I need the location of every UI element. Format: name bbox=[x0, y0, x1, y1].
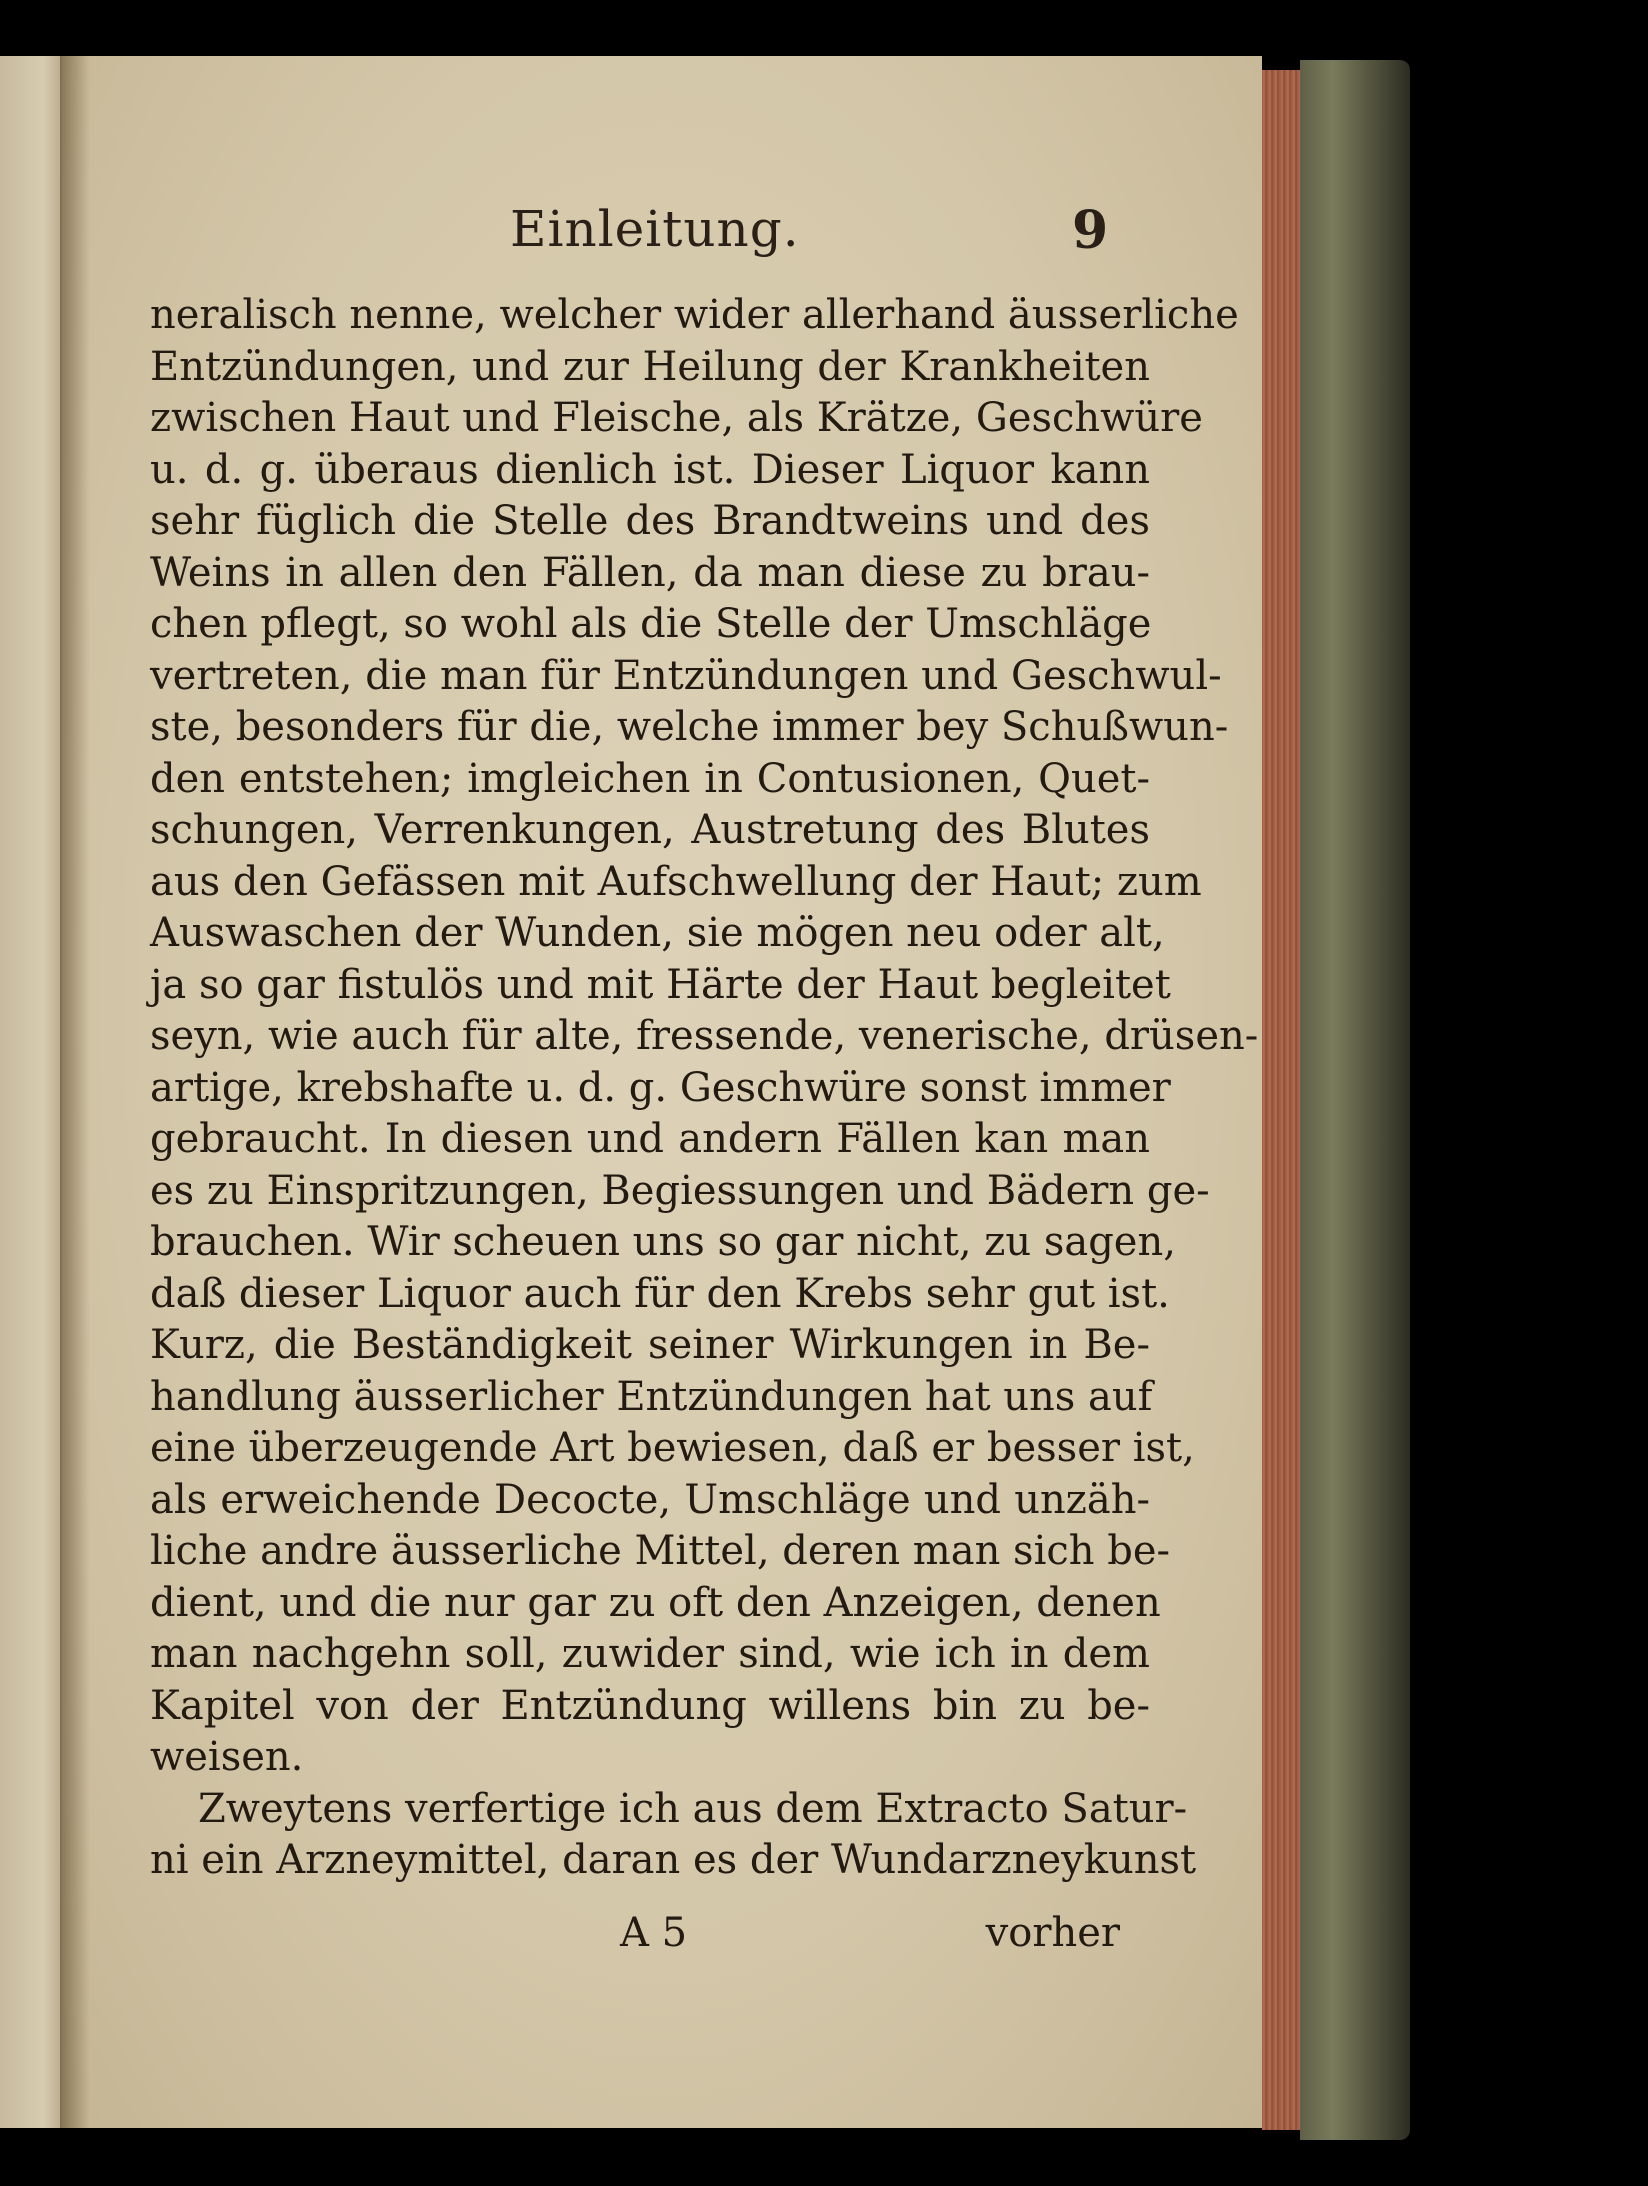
text-line: man nachgehn soll, zuwider sind, wie ich in dem bbox=[150, 1631, 1150, 1677]
page-footer bbox=[150, 1907, 1150, 1959]
text-line: neralisch nenne, welcher wider allerhand äusserliche bbox=[150, 292, 1239, 338]
text-line: den entstehen; imgleichen in Contusionen, Quet- bbox=[150, 755, 1150, 802]
left-page-edge bbox=[0, 56, 62, 2128]
text-line: seyn, wie auch für alte, fressende, venerische, drüsen- bbox=[150, 1013, 1259, 1059]
running-head: Einleitung. bbox=[510, 200, 800, 258]
text-line: es zu Einspritzungen, Begiessungen und Bädern ge- bbox=[150, 1167, 1210, 1214]
text-line: brauchen. Wir scheuen uns so gar nicht, zu sagen, bbox=[150, 1219, 1176, 1265]
text-line: artige, krebshafte u. d. g. Geschwüre sonst immer bbox=[150, 1064, 1171, 1111]
text-line: chen pflegt, so wohl als die Stelle der Umschläge bbox=[150, 601, 1152, 647]
text-line: Kurz, die Beständigkeit seiner Wirkungen in Be- bbox=[150, 1322, 1150, 1368]
text-line: u. d. g. überaus dienlich ist. Dieser Liquor kann bbox=[150, 446, 1150, 493]
text-line: handlung äusserlicher Entzündungen hat uns auf bbox=[150, 1373, 1153, 1420]
book-cover bbox=[1300, 60, 1410, 2140]
text-line: sehr füglich die Stelle des Brandtweins und des bbox=[150, 498, 1150, 544]
text-line: liche andre äusserliche Mittel, deren man sich be- bbox=[150, 1528, 1171, 1574]
gutter-shadow bbox=[60, 56, 90, 2128]
text-line: ja so gar fistulös und mit Härte der Haut begleitet bbox=[150, 961, 1171, 1008]
text-line: ste, besonders für die, welche immer bey Schußwun- bbox=[150, 704, 1229, 750]
text-line: daß dieser Liquor auch für den Krebs sehr gut ist. bbox=[150, 1270, 1170, 1317]
text-line: vertreten, die man für Entzündungen und Geschwul- bbox=[150, 652, 1222, 699]
text-line: weisen. bbox=[150, 1734, 304, 1780]
text-line: Zweytens verfertige ich aus dem Extracto Satur- bbox=[198, 1785, 1188, 1832]
page-number: 9 bbox=[1072, 200, 1109, 261]
text-line: gebraucht. In diesen und andern Fällen kan man bbox=[150, 1116, 1150, 1162]
text-line: Entzündungen, und zur Heilung der Krankheiten bbox=[150, 343, 1150, 390]
text-line: dient, und die nur gar zu oft den Anzeigen, denen bbox=[150, 1579, 1161, 1626]
text-line: ni ein Arzneymittel, daran es der Wundarzneykunst bbox=[150, 1837, 1197, 1883]
text-line: zwischen Haut und Fleische, als Krätze, Geschwüre bbox=[150, 395, 1203, 441]
catchword: vorher bbox=[985, 1910, 1120, 1956]
signature-mark: A 5 bbox=[620, 1910, 688, 1956]
page-header bbox=[62, 200, 1162, 280]
text-line: schungen, Verrenkungen, Austretung des Blutes bbox=[150, 807, 1150, 853]
text-line: als erweichende Decocte, Umschläge und unzäh- bbox=[150, 1476, 1150, 1523]
body-text bbox=[150, 290, 1259, 1887]
text-line: eine überzeugende Art bewiesen, daß er besser ist, bbox=[150, 1425, 1195, 1471]
text-line: Weins in allen den Fällen, da man diese zu brau- bbox=[150, 549, 1150, 596]
text-line: Auswaschen der Wunden, sie mögen neu oder alt, bbox=[150, 910, 1165, 956]
text-line: aus den Gefässen mit Aufschwellung der Haut; zum bbox=[150, 858, 1202, 905]
text-line: Kapitel von der Entzündung willens bin zu be- bbox=[150, 1682, 1150, 1729]
